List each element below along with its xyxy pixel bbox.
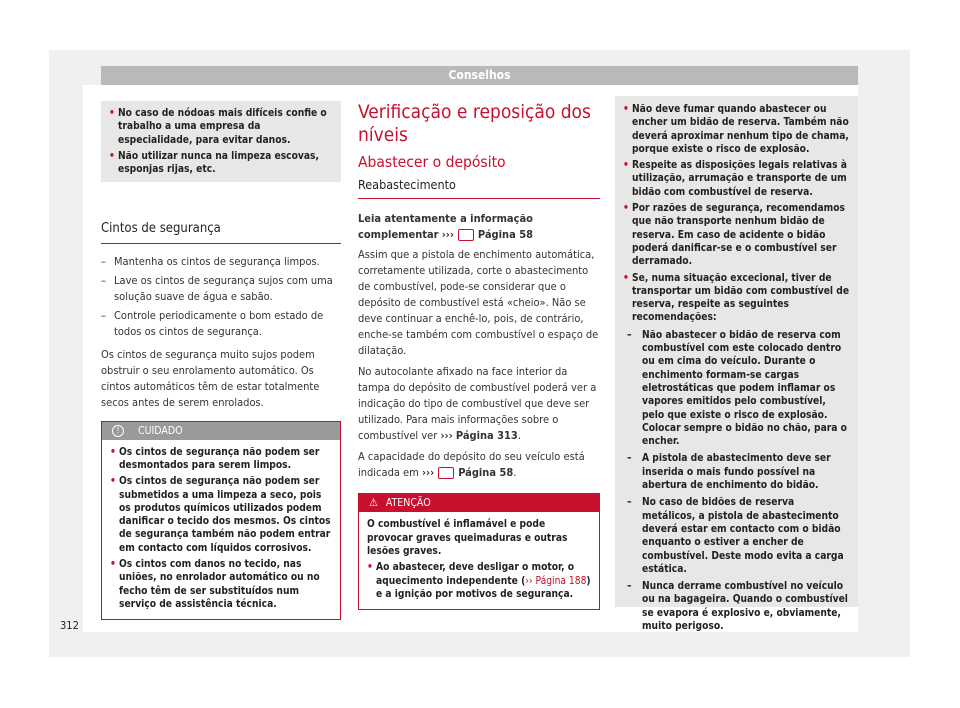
caution-header: ! CUIDADO <box>102 422 340 440</box>
subsection-title: Reabastecimento <box>358 178 600 199</box>
warning-item: • Ao abastecer, deve desligar o motor, o aquecimento independente (›› Página 188) e a ignição por motivos de segurança. <box>367 562 591 600</box>
dash-item: – Controle periodicamente o bom estado de todos os cintos de segurança. <box>101 308 324 338</box>
paragraph: No autocolante afixado na face interior da tampa do depósito de combustível poderá ver a indicação do tipo de combustível que deve ser utilizado. Para mais informações sobre o combustível ver ››› Página 313. <box>358 365 597 443</box>
warning-continued-box <box>615 96 858 632</box>
bullet-item: • Respeite as disposições legais relativas à utilização, arrumação e transporte de um bidão com combustível de reserva. <box>623 160 847 198</box>
column-middle <box>358 101 600 610</box>
dash-item: – Mantenha os cintos de segurança limpos. <box>101 254 320 268</box>
info-icon: ! <box>112 425 124 437</box>
sub-item: – Não abastecer o bidão de reserva com combustível com este colocado dentro ou em cima do veículo. Durante o enchimento formam-se cargas eletrostáticas que podem inflamar os vapores emitidos pelo combustível, pelo que existe o risco de explosão. Colocar sempre o bidão no chão, para o encher. <box>627 329 847 448</box>
bullet-item: • Se, numa situação excecional, tiver de transportar um bidão com combustível de reserva, respeite as seguintes recomendações: <box>623 272 850 324</box>
caution-item: • Os cintos com danos no tecido, nas uniões, no enrolador automático ou no fecho têm de ser substituídos num serviço de assistência técnica. <box>110 559 320 610</box>
bullet-item: • No caso de nódoas mais difíceis confie o trabalho a uma empresa da especialidade, para evitar danos. <box>109 108 327 146</box>
sub-item: – Nunca derrame combustível no veículo ou na bagageira. Quando o combustível se evapora é explosivo e, obviamente, muito perigoso. <box>627 581 848 632</box>
warning-text: O combustível é inflamável e pode provocar graves queimaduras e outras lesões graves. <box>367 519 568 557</box>
book-icon <box>458 229 474 241</box>
paragraph: Assim que a pistola de enchimento automática, corretamente utilizada, corte o abastecimento de combustível, pode-se considerar que o depósito de combustível está «cheio». Não se deve continuar a enchê-lo, pois, de contrário, enche-se também com combustível o espaço de dilatação. <box>358 248 599 358</box>
page-link[interactable]: Página 313 <box>455 429 518 443</box>
section-title: Cintos de segurança <box>101 222 341 243</box>
bullet-item: • Não utilizar nunca na limpeza escovas, esponjas rijas, etc. <box>109 150 319 176</box>
paragraph: Os cintos de segurança muito sujos podem obstruir o seu enrolamento automático. Os cintos automáticos têm de estar totalmente secos antes de serem enrolados. <box>101 347 320 409</box>
paragraph: A capacidade do depósito do seu veículo está indicada em ››› Página 58. <box>358 450 585 480</box>
caution-item: • Os cintos de segurança não podem ser desmontados para serem limpos. <box>110 446 320 471</box>
tips-box <box>101 101 341 182</box>
warning-icon: ⚠ <box>369 496 378 510</box>
dash-item: – Lave os cintos de segurança sujos com uma solução suave de água e sabão. <box>101 273 333 303</box>
warning-box <box>358 493 600 610</box>
page-number: 312 <box>60 619 79 632</box>
column-right <box>615 96 858 632</box>
bullet-item: • Não deve fumar quando abastecer ou encher um bidão de reserva. Também não deverá aproximar nenhum tipo de chama, porque existe o risco de explosão. <box>623 104 849 155</box>
page-link[interactable]: Página 58 <box>477 228 533 242</box>
warning-header: ⚠ ATENÇÃO <box>359 494 599 512</box>
page-link[interactable]: Página 188 <box>535 575 587 587</box>
sub-item: – No caso de bidões de reserva metálicos, a pistola de abastecimento deverá estar em contacto com o bidão enquanto o estiver a encher de combustível. Deste modo evita a carga estática. <box>627 497 844 575</box>
section-title: Abastecer o depósito <box>358 153 506 171</box>
book-icon <box>438 467 454 479</box>
bullet-item: • Por razões de segurança, recomendamos que não transporte nenhum bidão de reserva. Em caso de acidente o bidão poderá danificar-se e o combustível ser derramado. <box>623 203 845 268</box>
page-link[interactable]: Página 58 <box>458 466 514 480</box>
chapter-title: Verificação e reposição dos níveis <box>358 101 591 146</box>
caution-item: • Os cintos de segurança não podem ser submetidos a uma limpeza a seco, pois os produtos químicos utilizados podem danificar o tecido dos mesmos. Os cintos de segurança também não podem entrar em contacto com líquidos corrosivos. <box>110 476 331 554</box>
caution-box <box>101 421 341 621</box>
page-header: Conselhos <box>101 66 858 85</box>
sub-item: – A pistola de abastecimento deve ser inserida o mais fundo possível na abertura de enchimento do bidão. <box>627 453 831 492</box>
column-left <box>101 101 341 620</box>
intro-paragraph: Leia atentamente a informação complementar ››› Página 58 <box>358 212 533 242</box>
